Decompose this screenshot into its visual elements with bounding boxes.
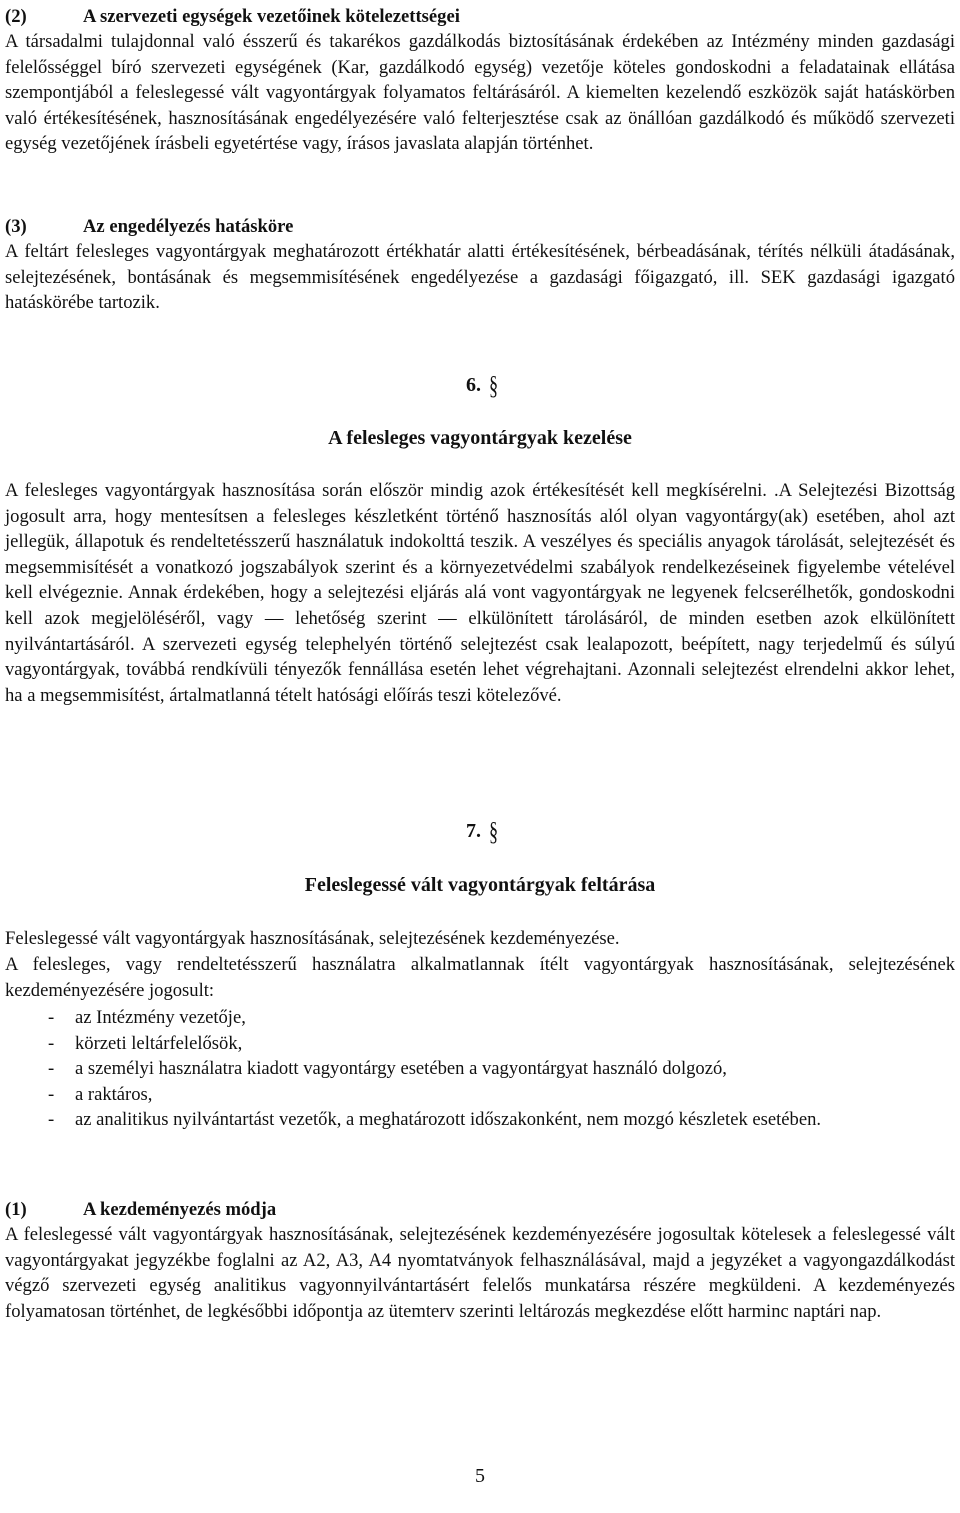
- dash-bullet: -: [48, 1083, 55, 1105]
- section-heading-2: [5, 4, 460, 29]
- list-item-text: a raktáros,: [75, 1083, 153, 1105]
- chapter-7-number: [5, 818, 955, 844]
- section-heading-3: [5, 214, 293, 239]
- chapter-6-title: A felesleges vagyontárgyak kezelése: [328, 427, 632, 449]
- section-title: Az engedélyezés hatásköre: [83, 216, 294, 237]
- list-item-text: a személyi használatra kiadott vagyontárgy esetében a vagyontárgyat használó dolgozó,: [75, 1058, 727, 1080]
- chapter-6-body: A felesleges vagyontárgyak hasznosítása során először mindig azok értékesítését kell megkísérelni. .A Selejtezési Bizottság jogosult arra, hogy mentesítsen a felesleges készletként történő hasznosítás alól olyan vagyontárgy(ak) esetében, ahol azt jellegük, állapotuk és rendeltetésszerű használatuk indokolttá teszik. A veszélyes és speciális anyagok tárolását, selejtezését és megsemmisítését a vonatkozó jogszabályok szerint és a környezetvédelmi szabályok rendelkezéseinek figyelembe vételével kell elvégeznie. Annak érdekében, hogy a selejtezési eljárás alá vont vagyontárgyak ne legyenek felcserélhetők, gondoskodni kell azok megjelöléséről, vagy — lehetőség szerint — elkülönített tárolásáról, de minden esetben azok elkülönített nyilvántartásáról. A szervezeti egység telephelyén történő selejtezést csak lealapozott, beépített, nagy terjedelmű és súlyú vagyontárgyak, továbbá rendkívüli tényezők fennállása esetén lehet végrehajtani. Azonnali selejtezést elrendelni akkor lehet, ha a megsemmisítést, ártalmatlanná tételt hatósági előírás teszi kötelezővé.: [5, 480, 955, 706]
- chapter-7-intro-1: Feleslegessé vált vagyontárgyak hasznosításának, selejtezésének kezdeményezése.: [5, 928, 620, 949]
- list-item: [5, 1082, 955, 1108]
- list-item: [5, 1056, 955, 1082]
- section-number: (3): [5, 216, 27, 237]
- section-sign: §: [488, 817, 499, 846]
- section-title: A kezdeményezés módja: [83, 1199, 277, 1220]
- section-2-body: A társadalmi tulajdonnal való ésszerű és takarékos gazdálkodás biztosításának érdekében az Intézmény minden gazdasági felelősséggel bíró szervezeti egységének (Kar, gazdálkodó egység) vezetője köteles gondoskodni a feladatainak ellátása szempontjából a feleslegessé vált vagyontárgyak folyamatos feltárásáról. A kiemelten kezelendő eszközök saját hatáskörben való értékesítésének, hasznosításának engedélyezésére való felterjesztése csak az önállóan gazdálkodó és működő szervezeti egység vezetőjének írásbeli egyetértése vagy, írásos javaslata alapján történhet.: [5, 31, 955, 155]
- dash-bullet: -: [48, 1109, 55, 1131]
- section-3-body: A feltárt felesleges vagyontárgyak meghatározott értékhatár alatti értékesítésének, bérbeadásának, térítés nélküli átadásának, selejtezésének, bontásának és megsemmisítésének engedélyezése a gazdasági főigazgató, ill. SEK gazdasági igazgató hatáskörébe tartozik.: [5, 241, 955, 314]
- section-number: (1): [5, 1199, 27, 1220]
- list-item-text: az analitikus nyilvántartást vezetők, a meghatározott időszakonként, nem mozgó készletek esetében.: [75, 1109, 822, 1131]
- section-number: (2): [5, 6, 27, 27]
- chapter-number: 6.: [466, 374, 481, 396]
- list-item: [5, 1107, 955, 1133]
- section-1-body: A feleslegessé vált vagyontárgyak hasznosításának, selejtezésének kezdeményezésére jogosultak kötelesek a feleslegessé vált vagyontárgyakat jegyzékbe foglalni az A2, A3, A4 nyomtatványok felhasználásával, majd a jegyzéket a vagyongazdálkodást végző szervezeti egység analitikus vagyonnyilvántartásért felelős munkatársa részére megküldeni. A kezdeményezés folyamatosan történhet, de legkésőbbi időpontja az ütemterv szerinti leltározás megkezdése előtt harminc naptári nap.: [5, 1224, 955, 1322]
- chapter-number: 7.: [466, 820, 481, 842]
- section-title: A szervezeti egységek vezetőinek kötelezettségei: [83, 6, 460, 27]
- dash-bullet: -: [48, 1007, 55, 1028]
- chapter-7-intro-2: A felesleges, vagy rendeltetésszerű használatra alkalmatlannak ítélt vagyontárgyak hasznosításának, selejtezésének kezdeményezésére jogosult:: [5, 954, 955, 1001]
- list-item: [5, 1005, 955, 1031]
- page-number: 5: [475, 1465, 485, 1487]
- initiator-list: [5, 1005, 955, 1133]
- dash-bullet: -: [48, 1032, 55, 1054]
- chapter-7-title: Feleslegessé vált vagyontárgyak feltárása: [304, 874, 656, 896]
- list-item: [5, 1031, 955, 1057]
- list-item-text: az Intézmény vezetője,: [75, 1007, 246, 1028]
- section-heading-1: [5, 1197, 276, 1222]
- section-sign: §: [488, 371, 499, 400]
- list-item-text: körzeti leltárfelelősök,: [75, 1032, 243, 1054]
- dash-bullet: -: [48, 1058, 55, 1080]
- chapter-6-number: [5, 372, 955, 398]
